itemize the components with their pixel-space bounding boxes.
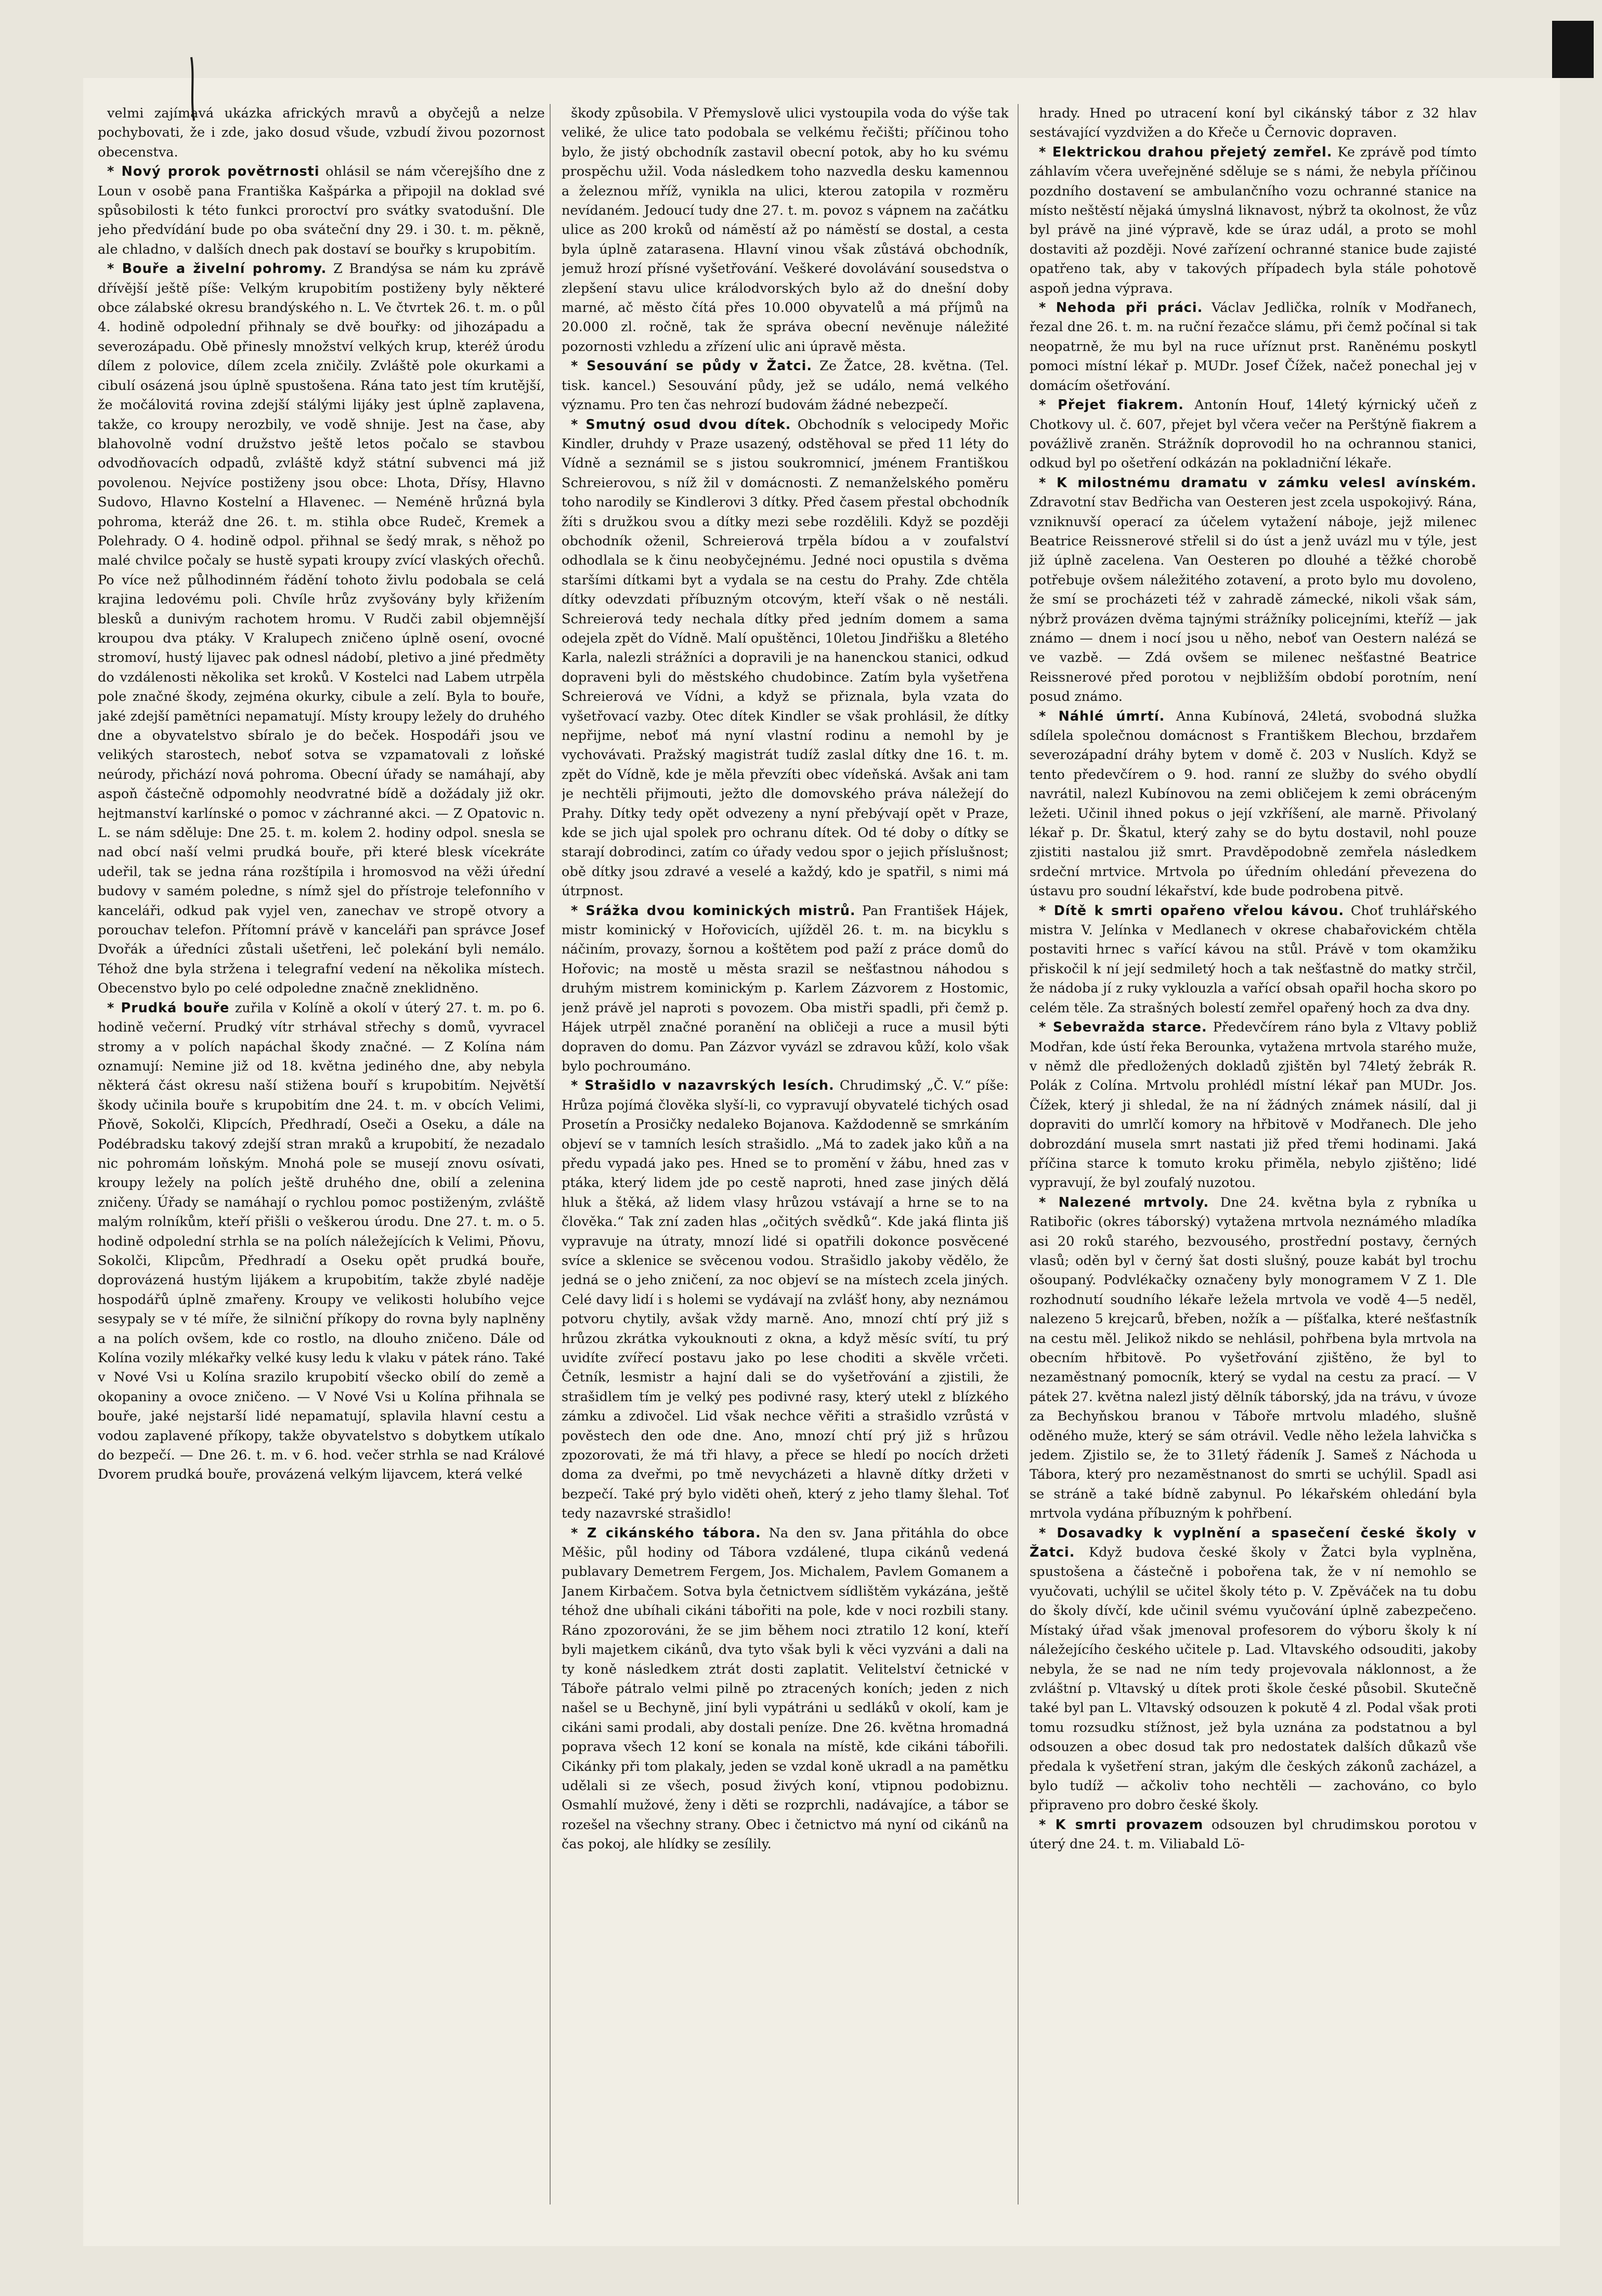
article-text: velmi zajímavá ukázka afrických mravů a obyčejů a nelze pochybovati, že i zde, jako dosud všude, vzbudí živou pozornost obecenstva. [98, 106, 545, 160]
article-paragraph [1030, 298, 1477, 396]
article-headline: * Sesouvání se půdy v Žatci. [571, 358, 813, 374]
article-text: Zdravotní stav Bedřicha van Oesteren jest zcela uspokojivý. Rána, vzniknuvší operací za účelem vytažení náboje, jejž milenec Beatrice Reissnerové střelil si do úst a jenž uvázl mu v týle, jest již úplně zacelena. Van Oesteren po dlouhé a těžké chorobě potřebuje ovšem náležitého zotavení, a proto bylo mu dovoleno, že smí se procházeti též v zahradě zámecké, nikoli však sám, nýbrž provázen dvěma tajnými strážníky policejními, kteříž — jak známo — dnem i nocí jsou u něho, neboť van Oestern nalézá se ve vazbě. — Zdá ovšem se milenec nešťastné Beatrice Reissnerové před porotou v nejbližším období porotním, není posud známo. [1030, 494, 1477, 705]
article-headline: * Nový prorok povětrnosti [107, 164, 320, 180]
dark-corner [1552, 21, 1594, 78]
article-paragraph [562, 902, 1009, 1077]
article-text: zuřila v Kolíně a okolí v úterý 27. t. m. po 6. hodině večerní. Prudký vítr strhával střechy s domů, vyvracel stromy a v polích napáchal škody značné. — Z Kolína nám oznamují: Nemine již od 18. května jediného dne, aby nebyla některá část okresu naší stižena bouří s krupobitím. Největší škody učinila bouře s krupobitím dne 24. t. m. v obcích Velimi, Pňově, Sokolči, Klipcích, Předhradí, Oseči a Oseku, a dále na Podébradsku takový zdejší stran mraků a krupobití, že nezadalo nic pohromám loňským. Mnohá pole se musejí znovu osívati, kroupy ležely na polích ještě druhého dne, obilí a zelenina zničeny. Úřady se namáhají o rychlou pomoc postiženým, zvláště malým rolníkům, kteří přišli o veškerou úrodu. Dne 27. t. m. o 5. hodině odpolední strhla se na polích náležejících k Velimi, Pňovu, Sokolči, Klipcům, Předhradí a Oseku opět prudká bouře, doprovázená hustým lijákem a krupobitím, takže zbylé naděje hospodářů úplně zmařeny. Kroupy ve velikosti holubího vejce sesypaly se v té míře, že silniční příkopy do rovna byly naplněny a na polích ovšem, kde co rostlo, na dlouho zničeno. Dále od Kolína vozily mlékařky velké kusy ledu k vlaku v pátek ráno. Také v Nové Vsi u Kolína srazilo krupobití všecko obilí do země a okopaniny a ovoce zničeno. — V Nové Vsi u Kolína přihnala se bouře, jaké nejstarší lidé nepamatují, splavila hlavní cestu a vodou zaplavené příkopy, takže obyvatelstvo s dobytkem utíkalo do bezpečí. — Dne 26. t. m. v 6. hod. večer strhla se nad Králové Dvorem prudká bouře, provázená velkým lijavcem, která velké [98, 1000, 545, 1483]
article-headline: * Strašidlo v nazavrských lesích. [571, 1078, 835, 1094]
article-paragraph [562, 357, 1009, 415]
column-middle [562, 104, 1009, 2204]
article-headline: * Prudká bouře [107, 1000, 230, 1016]
column-right [1030, 104, 1477, 2204]
article-text: škody způsobila. V Přemyslově ulici vystoupila voda do výše tak veliké, že ulice tato podobala se velkému řečišti; příčinou toho bylo, že jistý obchodník zastavil obecní potok, aby ho ku svému prospěchu užil. Voda následkem toho nazvedla desku kamennou a železnou mříž, vynikla na ulici, kterou zatopila v rozměru nevídaném. Jedoucí tudy dne 27. t. m. povoz s vápnem na začátku ulice as 200 kroků od náměstí až po náměstí se dostal, a cesta byla úplně zatarasena. Hlavní vinou však zůstává obchodník, jemuž hrozí přísné vyšetřování. Veškeré dovolávání sousedstva o zlepšení stavu ulice králodvorských bylo až do dnešní doby marné, ač město čítá přes 10.000 obyvatelů a má příjmů na 20.000 zl. ročně, tak že správa obecní nevěnuje náležité pozornosti vzhledu a zřízení ulic ani úpravě města. [562, 106, 1009, 355]
article-paragraph [562, 1076, 1009, 1523]
column-divider-2 [1018, 104, 1019, 2204]
article-text: Antonín Houf, 14letý kýrnický učeň z Chotkovy ul. č. 607, přejet byl včera večer na Perštýně fiakrem a povážlivě zraněn. Strážník doprovodil ho na ochrannou stanici, odkud byl po ošetření odkázán na pokladniční lékaře. [1030, 397, 1477, 472]
column-left [98, 104, 545, 2204]
article-text: Dne 24. května byla z rybníka u Ratibořic (okres táborský) vytažena mrtvola neznámého mladíka asi 20 roků starého, bezvousého, prostřední postavy, černých vlasů; oděn byl v černý šat dosti slušný, pouze kabát byl trochu ošoupaný. Podvlékačky označeny byly monogramem V Z 1. Dle rozhodnutí soudního lékaře ležela mrtvola ve vodě 4—5 neděl, nalezeno 5 krejcarů, břeben, nožík a — píšťalka, které nešťastník na cestu měl. Jelikož nikdo se nehlásil, pohřbena byla mrtvola na obecním hřbitově. Po vyšetřování zjištěno, že byl to nezaměstnaný pomocník, který se vydal na cestu za prací. — V pátek 27. května nalezl jistý dělník táborský, jda na trávu, v úvoze za Bechyňskou branou v Táboře mrtvolu mladého, slušně oděného muže, který se sám otrávil. Vedle něho ležela lahvička s jedem. Zjistilo se, že to 31letý řádeník J. Sameš z Náchoda u Tábora, který pro nezaměstnanost do smrti se uchýlil. Spadl asi se stráně a také bídně zabynul. Po lékařském ohledání byla mrtvola vydána příbuzným k pohřbení. [1030, 1194, 1477, 1522]
article-headline: * Nalezené mrtvoly. [1039, 1194, 1209, 1210]
article-paragraph [1030, 474, 1477, 707]
article-text: Obchodník s velocipedy Mořic Kindler, druhdy v Praze usazený, odstěhoval se před 11 léty do Vídně a seznámil se s jistou soukromnicí, jménem Františkou Schreierovou, s níž žil v domácnosti. Z nemanželského poměru toho narodily se Kindlerovi 3 dítky. Před časem přestal obchodník žíti s družkou svou a dítky mezi sebe rozdělili. Když se později obchodník oženil, Schreierová trpěla bídou a v zoufalství odhodlala se k činu neobyčejnému. Jedné noci opustila s dvěma staršími dítkami byt a vydala se na cestu do Prahy. Zde chtěla dítky odevzdati příbuzným otcovým, kteří však o ně nestáli. Schreierová tedy nechala dítky před jedním domem a sama odejela zpět do Vídně. Malí opuštěnci, 10letou Jindřišku a 8letého Karla, nalezli strážníci a dopravili je na hanenckou stanici, odkud dopraveni byli do městského chudobince. Zatím byla vyšetřena Schreierová ve Vídni, a když se přiznala, byla vzata do vyšetřovací vazby. Otec dítek Kindler se však prohlásil, že dítky nepřijme, neboť má nyní vlastní rodinu a nemohl by je vychovávati. Pražský magistrát tudíž zaslal dítky dne 16. t. m. zpět do Vídně, kde je měla převzíti obec vídeňská. Avšak ani tam je nechtěli přijmouti, ježto dle domovského práva náležejí do Prahy. Dítky tedy opět odvezeny a nyní přebývají opět v Praze, kde se jich ujal spolek pro ochranu dítek. Od té doby o dítky se starají dobrodinci, zatím co úřady vedou spor o jejich příslušnost; obě dítky jsou zdravé a veselé a každý, kdo je spatřil, s nimi má útrpnost. [562, 416, 1009, 899]
article-text: Chrudimský „Č. V.“ píše: Hrůza pojímá člověka slyší-li, co vypravují obyvatelé tichých osad Prosetín a Prosičky nedaleko Bojanova. Každodenně se smrkáním objeví se v tamních lesích strašidlo. „Má to zadek jako kůň a na předu vypadá jako pes. Hned se to promění v žábu, hned zas v ptáka, který lidem jde po cestě naproti, hned zase jiných dělá hluk a štěká, až lidem vlasy hrůzou vstávají a hrne se to na člověka.“ Tak zní zaden hlas „očitých svědků“. Kde jaká flinta jiš vypravuje na útraty, mnozí lidé si opatřili dokonce posvěcené svíce a sklenice se svěcenou vodou. Strašidlo jakoby vědělo, že jedná se o jeho zničení, za noc objeví se na místech zcela jiných. Celé davy lidí i s holemi se vydávají na zvlášť hony, aby neznámou potvoru chytily, avšak vždy marně. Ano, mnozí chtí prý již s hrůzou zkrátka vykouknouti z okna, a když měsíc svítí, tu prý uvidíte zvířecí postavu jako po lese choditi a skvěle vrčeti. Četník, lesmistr a hajní dali se do vyšetřování a zjistili, že strašidlem tím je velký pes podivné rasy, který utekl z blízkého zámku a zdivočel. Lid však nechce věřiti a strašidlo vzrůstá v pověstech den ode dne. Ano, mnozí chtí prý již s hrůzou zpozorovati, že má tři hlavy, a přece se hledí po nocích držeti doma za dveřmi, po tmě nevycházeti a hlavně dítky držeti v bezpečí. Také prý bylo viděti oheň, který z jeho tlamy šlehal. Toť tedy nazavrské strašidlo! [562, 1078, 1009, 1522]
article-headline: * K milostnému dramatu v zámku velesl avínském. [1039, 475, 1477, 491]
article-paragraph [98, 162, 545, 259]
article-paragraph [98, 999, 545, 1485]
article-paragraph [562, 1524, 1009, 1855]
article-text: Václav Jedlička, rolník v Modřanech, řezal dne 26. t. m. na ruční řezačce slámu, při čemž počínal si tak neopatrně, že mu byl na ruce uříznut prst. Raněnému poskytl pomoci místní lékař p. MUDr. Josef Čížek, načež ponechal jej v domácím ošetřování. [1030, 300, 1477, 394]
article-text: Když budova české školy v Žatci byla vyplněna, spustošena a částečně i pobořena tak, že v ní nemohlo se vyučovati, uchýlil se učitel školy této p. V. Zpěváček na tu dobu do školy dívčí, kde učinil svému vyučování úplně zabezpečeno. Místaký úřad však jmenoval profesorem do výboru školy k ní náležejícího českého učitele p. Lad. Vltavského odsouditi, jakoby nebyla, že se nad ne ním tedy projevovala náklonnost, a že zvláštní p. Vltavský u dítek proti škole české působil. Skutečně také byl pan L. Vltavský odsouzen k pokutě 4 zl. Podal však proti tomu rozsudku stížnost, jež byla uznána za podstatnou a byl odsouzen a obec dosud tak pro nedostatek dalších důkazů vše předala k vyšetření stran, jakým dle českých zákonů zacházel, a bylo tudíž — ačkoliv toho nechtěli — zachováno, co bylo připraveno pro dobro české školy. [1030, 1545, 1477, 1814]
article-paragraph [98, 104, 545, 162]
column-divider-1 [550, 104, 551, 2204]
article-headline: * Sebevražda starce. [1039, 1020, 1207, 1036]
article-headline: * Bouře a živelní pohromy. [107, 261, 327, 277]
article-text: ohlásil se nám včerejšího dne z Loun v osobě pana Františka Kašpárka a připojil na doklad své spůsobilosti k této funkci proroctví pro svátky svatodušní. Dle jeho předvídání bude po oba sváteční dny 29. i 30. t. m. pěkně, ale chladno, v dalších dnech pak dostaví se bouřky s krupobitím. [98, 164, 545, 257]
article-text: Z Brandýsa se nám ku zprávě dřívější ještě píše: Velkým krupobitím postiženy byly některé obce zálabské okresu brandýského n. L. Ve čtvrtek 26. t. m. o půl 4. hodině odpolední přihnaly se dvě bouřky: od jihozápadu a severozápadu. Obě přinesly množství velkých krup, kteréž úrodu dílem z polovice, dílem zcela zničily. Zvláště pole okurkami a cibulí osázená jsou úplně spustošena. Rána tato jest tím krutější, že močálovitá rovina zdejší stálými lijáky jest úplně zaplavena, takže, co kroupy nerozbily, ve vodě shnije. Jest na čase, aby blahovolně vodní družstvo ještě letos počalo se stavbou odvodňovacích odpadů, zvláště když státní subvenci má již povolenou. Nejvíce postiženy jsou obce: Lhota, Dřísy, Hlavno Sudovo, Hlavno Kostelní a Hlavenec. — Neméně hrůzná byla pohroma, kteráž dne 26. t. m. stihla obce Rudeč, Kremek a Polehrady. O 4. hodině odpol. přihnal se šedý mrak, s něhož po malé chvilce počaly se hustě sypati kroupy zvící vlaských ořechů. Po více než půlhodinném řádění tohoto živlu podobala se celá krajina ledovému poli. Chvíle hrůz zvyšovány byly křižením blesků a dunivým rachotem hromu. V Rudči zabil objemnější kroupou dva ptáky. V Kralupech zničeno úplně osení, ovocné stromoví, hustý lijavec pak odnesl nádobí, pletivo a jiné předměty do vzdálenosti několika set kroků. V Kostelci nad Labem utrpěla pole značné škody, zejména okurky, cibule a zelí. Byla to bouře, jaké zdejší pamětníci nepamatují. Místy kroupy ležely do druhého dne a obyvatelstvo sbíralo je do beček. Hospodáři jsou ve velikých starostech, neboť sotva se vzpamatovali z loňské neúrody, přichází nová pohroma. Obecní úřady se namáhají, aby aspoň částečně odpomohly neodvratné bídě a dožádaly již okr. hejtmanství karlínské o pomoc v záchranné akci. — Z Opatovic n. L. se nám sděluje: Dne 25. t. m. kolem 2. hodiny odpol. snesla se nad obcí naší velmi prudká bouře, při které blesk vícekráte udeřil, tak se jedna rána rozštípila i hromosvod na věži úřední budovy v samém poledne, s nímž sjel do přístroje telefonního v kanceláři, odkud pak vyjel ven, zanechav ve stropě otvory a porouchav telefon. Přítomní právě v kanceláři pan správce Josef Dvořák a úředníci zůstali ušetřeni, leč polekání byli nemálo. Téhož dne byla stržena i telegrafní vedení na několika místech. Obecenstvo bylo po celé odpoledne značně zneklidněno. [98, 261, 545, 997]
article-headline: * Dosavadky k vyplnění a spasečení české školy v Žatci. [1030, 1525, 1477, 1561]
article-paragraph [1030, 902, 1477, 1018]
article-paragraph [562, 415, 1009, 902]
article-paragraph [1030, 1524, 1477, 1816]
article-text: Anna Kubínová, 24letá, svobodná služka sdílela společnou domácnost s Františkem Blechou, brzdařem severozápadní dráhy bytem v domě č. 203 v Nuslích. Když se tento předevčírem o 9. hod. ranní ze služby do svého obydlí navrátil, nalezl Kubínovou na zemi obličejem k zemi obráceným ležeti. Učinil ihned pokus o její vzkříšení, ale marně. Přivolaný lékař p. Dr. Škatul, který zahy se do bytu dostavil, nohl pouze zjistiti nastalou již smrt. Pravděpodobně zemřela následkem srdeční mrtvice. Mrtvola po úředním ohledání převezena do ústavu pro soudní lékařství, kde bude podrobena pitvě. [1030, 708, 1477, 899]
article-paragraph [1030, 1193, 1477, 1524]
article-headline: * Nehoda při práci. [1039, 300, 1203, 316]
article-text: Ke zprávě pod tímto záhlavím včera uveřejněné sděluje se s námi, že nebyla příčinou pozdního dostavení se ambulančního vozu ochranné stanice na místo neštěstí nějaká úmyslná liknavost, nýbrž ta okolnost, že vůz byl právě na jiné výpravě, kde se úraz udál, a proto se mohl dostaviti až později. Nové zařízení ochranné stanice bude zajisté opatřeno tak, aby v takových případech byla stále pohotově aspoň jedna výprava. [1030, 144, 1477, 296]
article-paragraph [98, 259, 545, 998]
article-text: hrady. Hned po utracení koní byl cikánský tábor z 32 hlav sestávající vyzdvižen a do Křeče u Černovic dopraven. [1030, 106, 1477, 141]
article-headline: * Elektrickou drahou přejetý zemřel. [1039, 144, 1333, 160]
article-text: Ze Žatce, 28. května. (Tel. tisk. kancel.) Sesouvání půdy, jež se událo, nemá velkého významu. Pro ten čas nehrozí budovám žádné nebezpečí. [562, 358, 1009, 413]
article-headline: * K smrti provazem [1039, 1817, 1204, 1833]
article-headline: * Náhlé úmrtí. [1039, 708, 1165, 724]
article-headline: * Smutný osud dvou dítek. [571, 416, 791, 433]
article-paragraph [1030, 1018, 1477, 1193]
article-text: Předevčírem ráno byla z Vltavy pobliž Modřan, kde ústí řeka Berounka, vytažena mrtvola starého muže, v němž dle předložených dokladů zjištěn byl 74letý žebrák R. Polák z Colína. Mrtvolu prohlédl místní lékař pan MUDr. Jos. Čížek, který ji shledal, že na ní žádných známek násilí, dal ji dopraviti do umrlčí komory na hřbitově v Modřanech. Dle jeho dobrozdání musela smrt nastati již před třemi hodinami. Jaká příčina starce k tomuto kroku přiměla, nebylo zjištěno; lidé vypravují, že byl zoufalý nuzotou. [1030, 1020, 1477, 1191]
article-text: Na den sv. Jana přitáhla do obce Měšic, půl hodiny od Tábora vzdálené, tlupa cikánů vedená publavary Demetrem Fergem, Jos. Michalem, Pavlem Gomanem a Janem Kirbačem. Sotva byla četnictvem sídlištěm vykázána, ještě téhož dne ubíhali cikáni tábořiti na pole, kde v noci rozbili stany. Ráno zpozorováni, že se jim během noci ztratilo 12 koní, kteří byli majetkem cikánů, dva tyto však byli k věci vyzváni a dali na ty koně následkem ztrát dosti zaplatit. Velitelství četnické v Táboře pátralo velmi pilně po ztracených koních; jeden z nich našel se u Bechyně, jiní byli vypátráni u sedláků v okolí, kam je cikáni sami prodali, aby dostali peníze. Dne 26. května hromadná poprava všech 12 koní se konala na místě, kde cikáni tábořili. Cikánky při tom plakaly, jeden se vzdal koně ukradl a na pamětku udělali si ze všech, posud živých koní, vtipnou podobiznu. Osmahlí mužové, ženy i děti se rozprchli, nadávajíce, a tábor se rozešel na všechny strany. Obec i četnictvo má nyní od cikánů na čas pokoj, ale hlídky se zesílily. [562, 1525, 1009, 1853]
article-text: Choť truhlářského mistra V. Jelínka v Medlanech v okrese chabařovickém chtěla postaviti hrnec s vařící kávou na stůl. Právě v tom okamžiku přiskočil k ní její sedmiletý hoch a tak nešťastně do matky strčil, že nádoba jí z ruky vyklouzla a vařící obsah opařil hocha skoro po celém těle. Za strašných bolestí zemřel opařený hoch za dva dny. [1030, 903, 1477, 1016]
article-paragraph [562, 104, 1009, 357]
article-paragraph [1030, 143, 1477, 298]
article-headline: * Z cikánského tábora. [571, 1525, 761, 1541]
article-headline: * Přejet fiakrem. [1039, 397, 1184, 413]
article-paragraph [1030, 707, 1477, 902]
article-headline: * Srážka dvou kominických mistrů. [571, 903, 856, 919]
article-headline: * Dítě k smrti opařeno vřelou kávou. [1039, 903, 1345, 919]
article-text: odsouzen byl chrudimskou porotou v úterý dne 24. t. m. Viliabald Lö- [1030, 1817, 1477, 1853]
article-paragraph [1030, 1816, 1477, 1855]
article-text: Pan František Hájek, mistr kominický v Hořovicích, ujížděl 26. t. m. na bicyklu s náčiním, provazy, šornou a koštětem pod paží z práce domů do Hořovic; na mostě u města srazil se nešťastnou náhodou s druhým mistrem kominickým p. Karlem Zázvorem z Hostomic, jenž právě jel naproti s povozem. Oba mistři spadli, při čemž p. Hájek utrpěl značné poranění na obličeji a ruce a musil býti dopraven do domu. Pan Zázvor vyvázl se zdravou kůží, kolo však bylo pochroumáno. [562, 903, 1009, 1074]
article-paragraph [1030, 396, 1477, 474]
article-paragraph [1030, 104, 1477, 143]
